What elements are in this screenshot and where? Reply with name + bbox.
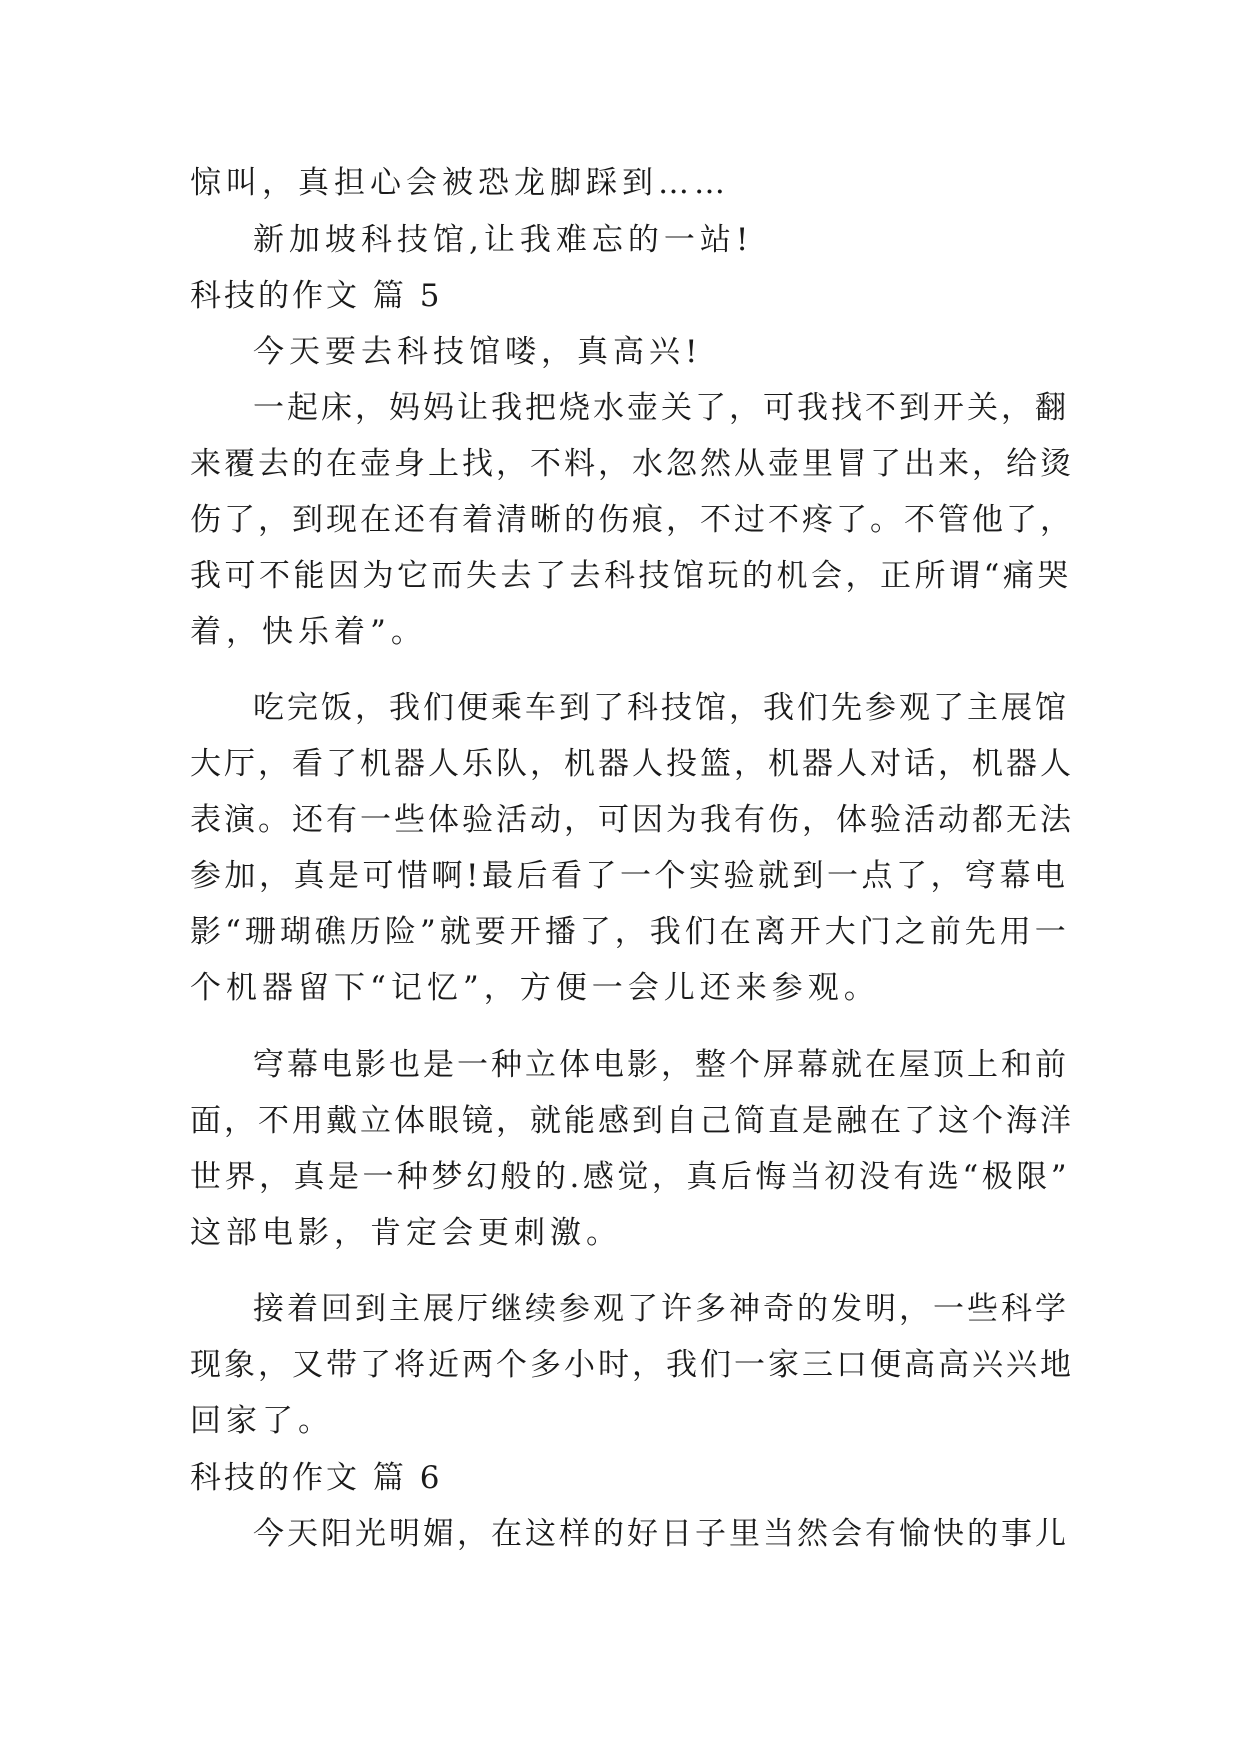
text-line: 新加坡科技馆,让我难忘的一站!	[253, 222, 754, 258]
text-line: 来覆去的在壶身上找，不料，水忽然从壶里冒了出来，给烫	[190, 446, 1074, 482]
text-line: 今天阳光明媚，在这样的好日子里当然会有愉快的事儿	[253, 1516, 1069, 1552]
text-line: 伤了，到现在还有着清晰的伤痕，不过不疼了。不管他了，	[190, 502, 1074, 538]
section-heading: 科技的作文 篇 6	[190, 1460, 443, 1496]
text-line: 今天要去科技馆喽，真高兴!	[253, 334, 703, 370]
text-line: 这部电影，肯定会更刺激。	[190, 1215, 622, 1251]
text-line: 惊叫，真担心会被恐龙脚踩到……	[190, 165, 730, 201]
text-line: 表演。还有一些体验活动，可因为我有伤，体验活动都无法	[190, 802, 1074, 838]
text-line: 个机器留下“记忆”，方便一会儿还来参观。	[190, 970, 880, 1006]
text-line: 参加，真是可惜啊!最后看了一个实验就到一点了，穹幕电	[190, 858, 1069, 894]
section-heading: 科技的作文 篇 5	[190, 278, 443, 314]
text-line: 影“珊瑚礁历险”就要开播了，我们在离开大门之前先用一	[190, 914, 1070, 950]
text-line: 面，不用戴立体眼镜，就能感到自己简直是融在了这个海洋	[190, 1103, 1074, 1139]
text-line: 现象，又带了将近两个多小时，我们一家三口便高高兴兴地	[190, 1347, 1074, 1383]
text-line: 穹幕电影也是一种立体电影，整个屏幕就在屋顶上和前	[253, 1047, 1069, 1083]
text-line: 一起床，妈妈让我把烧水壶关了，可我找不到开关，翻	[253, 390, 1069, 426]
text-line: 着，快乐着”。	[190, 614, 427, 650]
text-line: 我可不能因为它而失去了去科技馆玩的机会，正所谓“痛哭	[190, 558, 1072, 594]
text-line: 接着回到主展厅继续参观了许多神奇的发明，一些科学	[253, 1291, 1069, 1327]
text-line: 吃完饭，我们便乘车到了科技馆，我们先参观了主展馆	[253, 690, 1069, 726]
text-line: 大厅，看了机器人乐队，机器人投篮，机器人对话，机器人	[190, 746, 1074, 782]
text-line: 世界，真是一种梦幻般的.感觉，真后悔当初没有选“极限”	[190, 1159, 1071, 1195]
text-line: 回家了。	[190, 1403, 334, 1439]
